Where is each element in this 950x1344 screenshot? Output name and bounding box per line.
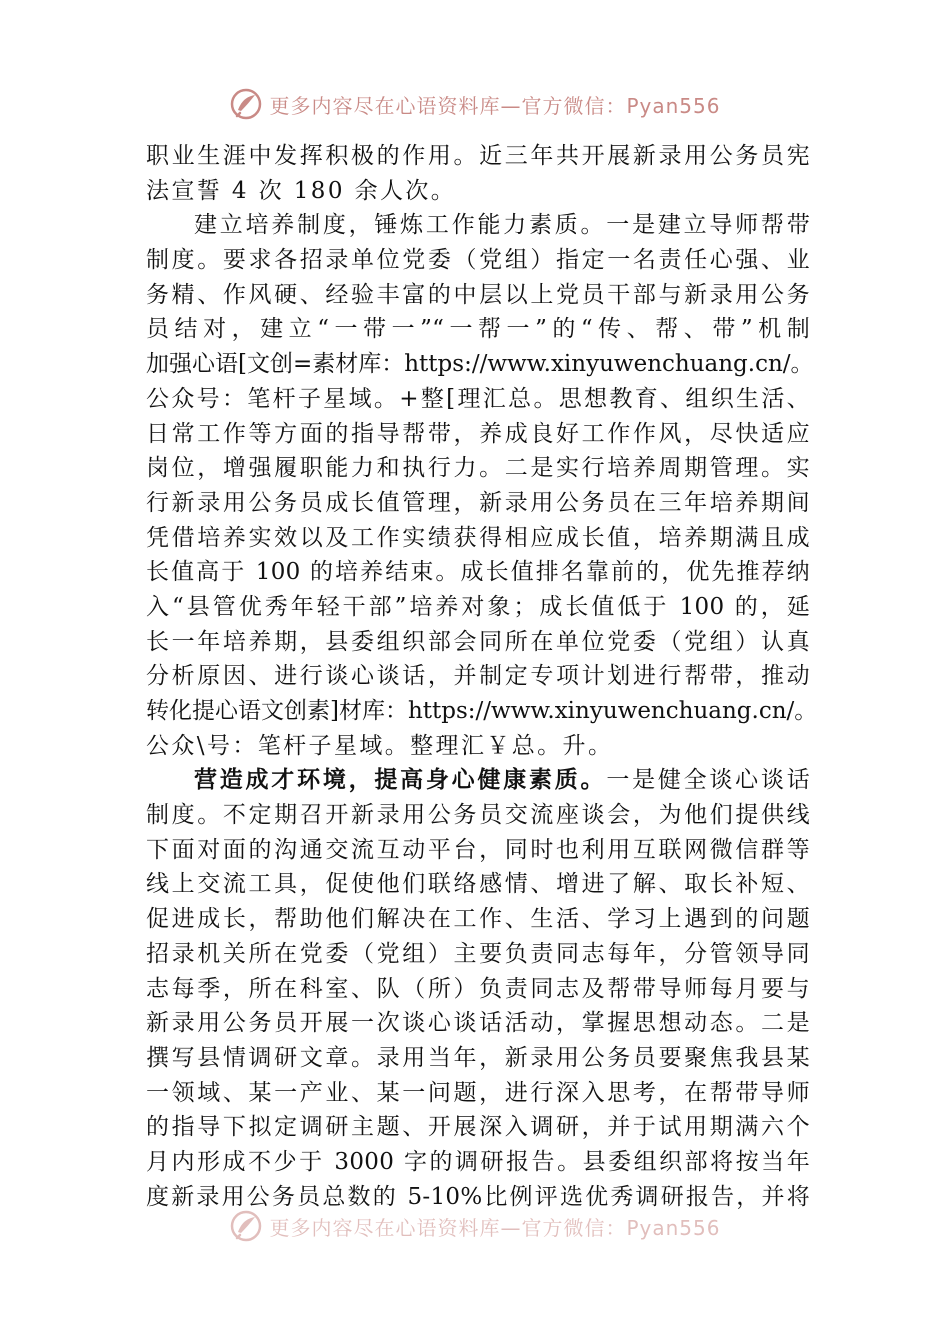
body-line: 志每季，所在科室、队（所）负责同志及帮带导师每月要与 bbox=[146, 975, 810, 1002]
brush-logo-icon bbox=[229, 1209, 263, 1243]
body-line: 制度。要求各招录单位党委（党组）指定一名责任心强、业 bbox=[146, 247, 810, 274]
body-line: 招录机关所在党委（党组）主要负责同志每年，分管领导同 bbox=[146, 940, 810, 967]
body-line: 职业生涯中发挥积极的作用。近三年共开展新录用公务员宪 bbox=[146, 143, 810, 169]
body-line: 入“县管优秀年轻干部”培养对象；成长值低于 100 的，延 bbox=[146, 593, 810, 620]
body-line: 员结对，建立“一带一”“一帮一”的“传、帮、带”机制 bbox=[146, 316, 810, 343]
brush-logo-icon bbox=[229, 87, 263, 121]
paragraph-start-line: 营造成才环境，提高身心健康素质。一是健全谈心谈话 bbox=[194, 766, 810, 794]
body-line: 岗位，增强履职能力和执行力。二是实行培养周期管理。实 bbox=[146, 455, 810, 482]
body-line: 促进成长，帮助他们解决在工作、生活、学习上遇到的问题 bbox=[146, 906, 810, 933]
body-line: 法宣誓 4 次 180 余人次。 bbox=[146, 177, 457, 204]
header-watermark bbox=[0, 84, 950, 124]
body-line: 行新录用公务员成长值管理，新录用公务员在三年培养期间 bbox=[146, 489, 810, 516]
body-line: 长一年培养期，县委组织部会同所在单位党委（党组）认真 bbox=[146, 628, 810, 655]
body-line: 线上交流工具，促使他们联络感情、增进了解、取长补短、 bbox=[146, 871, 810, 898]
body-line: 转化提心语文创素]材库：https://www.xinyuwenchuang.cn/。 bbox=[146, 698, 818, 724]
body-line: 撰写县情调研文章。录用当年，新录用公务员要聚焦我县某 bbox=[146, 1044, 810, 1071]
body-line: 度新录用公务员总数的 5-10%比例评选优秀调研报告，并将 bbox=[146, 1183, 810, 1210]
section-heading: 营造成才环境，提高身心健康素质。 bbox=[194, 766, 607, 794]
footer-watermark bbox=[0, 1206, 950, 1246]
body-line: 凭借培养实效以及工作实绩获得相应成长值，培养期满且成 bbox=[146, 524, 810, 551]
body-line: 新录用公务员开展一次谈心谈话活动，掌握思想动态。二是 bbox=[146, 1010, 810, 1037]
body-line: 长值高于 100 的培养结束。成长值排名靠前的，优先推荐纳 bbox=[146, 559, 810, 586]
body-line: 日常工作等方面的指导帮带，养成良好工作作风，尽快适应 bbox=[146, 420, 810, 447]
body-line: 公众号：笔杆子星域。+整[理汇总。思想教育、组织生活、 bbox=[146, 385, 810, 412]
document-body bbox=[146, 139, 818, 1214]
body-line: 分析原因、进行谈心谈话，并制定专项计划进行帮带，推动 bbox=[146, 663, 810, 690]
body-line: 下面对面的沟通交流互动平台，同时也利用互联网微信群等 bbox=[146, 836, 810, 863]
body-line: 加强心语[文创=素材库：https://www.xinyuwenchuang.cn/。 bbox=[146, 351, 814, 378]
body-line: 的指导下拟定调研主题、开展深入调研，并于试用期满六个 bbox=[146, 1114, 810, 1141]
header-watermark-text: 更多内容尽在心语资料库—官方微信：Pyan556 bbox=[269, 93, 721, 118]
paragraph-start-line: 建立培养制度，锤炼工作能力素质。一是建立导师帮带 bbox=[194, 212, 810, 239]
body-line: 制度。不定期召开新录用公务员交流座谈会，为他们提供线 bbox=[146, 802, 810, 829]
body-line: 务精、作风硬、经验丰富的中层以上党员干部与新录用公务 bbox=[146, 281, 810, 308]
body-line: 一领域、某一产业、某一问题，进行深入思考，在帮带导师 bbox=[146, 1079, 810, 1106]
body-line: 公众\号：笔杆子星域。整理汇￥总。升。 bbox=[146, 732, 614, 759]
body-line: 月内形成不少于 3000 字的调研报告。县委组织部将按当年 bbox=[146, 1148, 810, 1175]
footer-watermark-text: 更多内容尽在心语资料库—官方微信：Pyan556 bbox=[269, 1215, 721, 1240]
